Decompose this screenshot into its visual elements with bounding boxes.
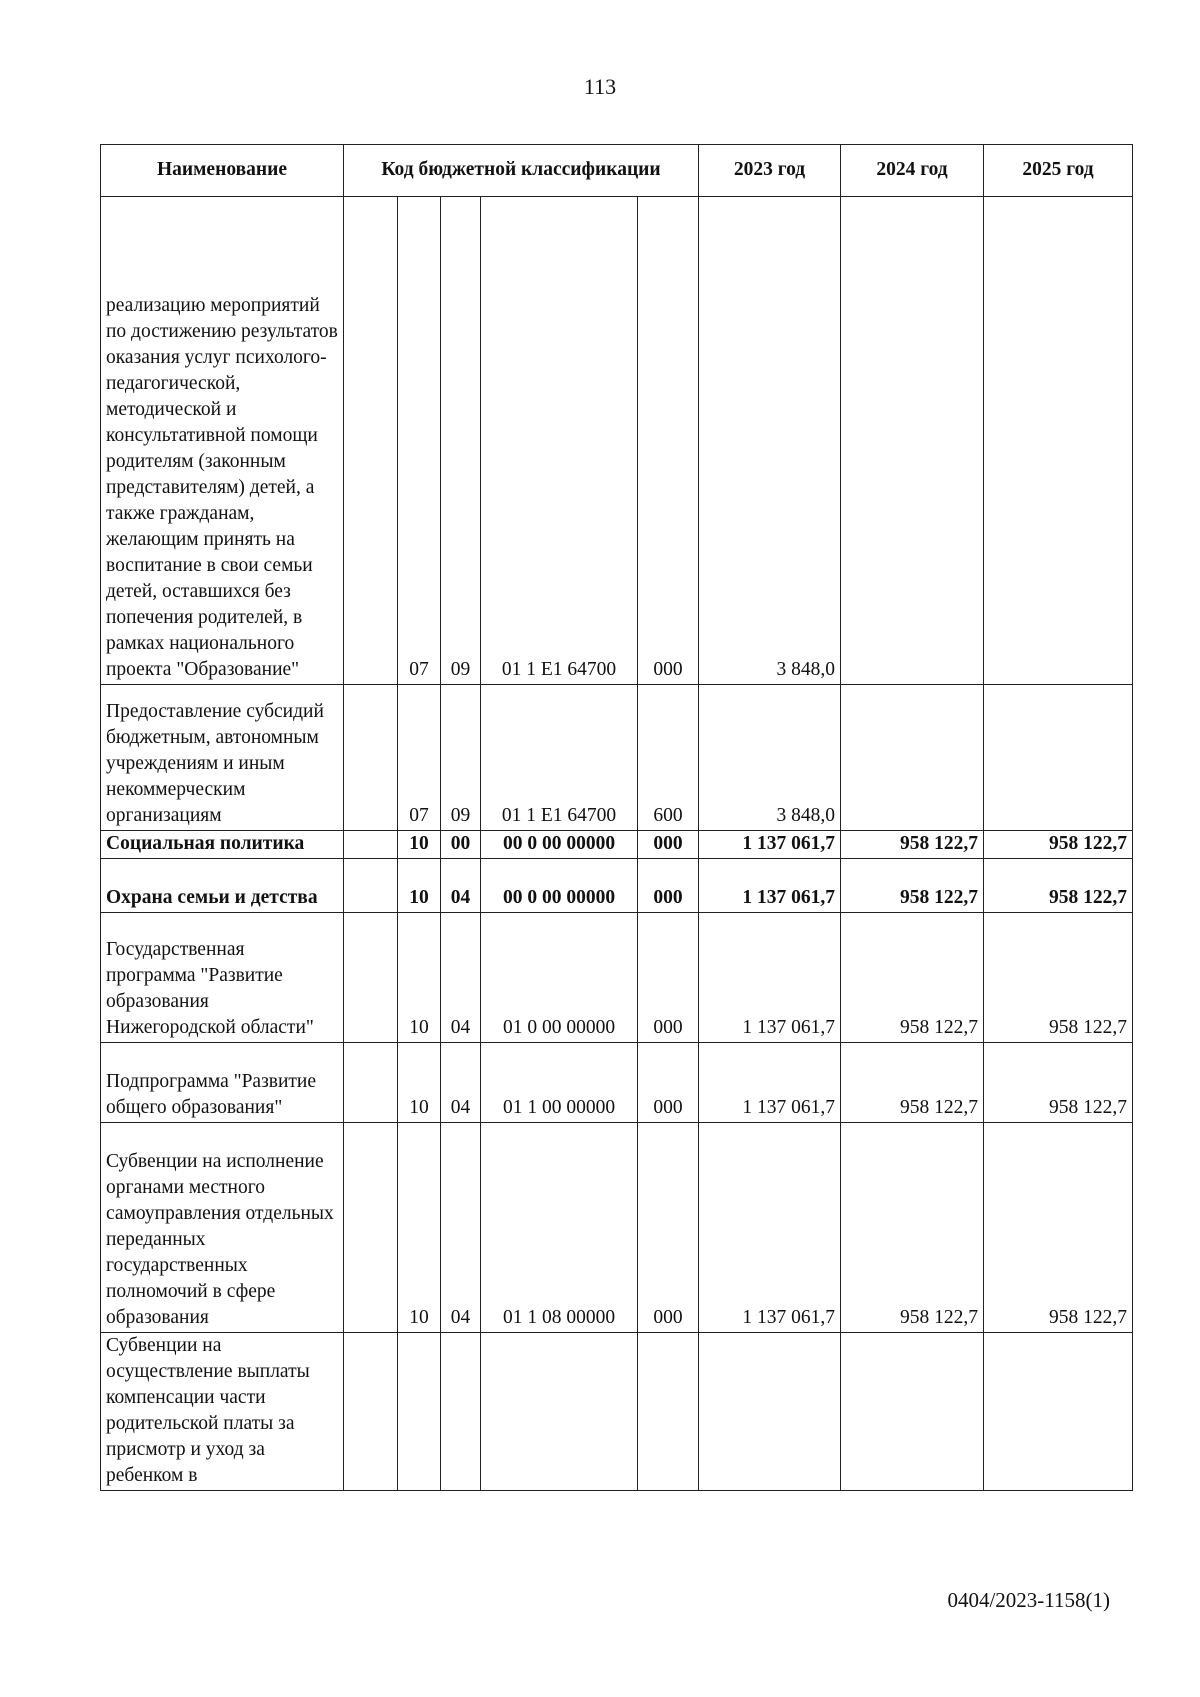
row-value-2024: 958 122,7: [841, 859, 984, 913]
row-code-subsection: [441, 1333, 481, 1491]
row-code-section: 10: [398, 913, 441, 1043]
row-value-2023: 1 137 061,7: [699, 859, 841, 913]
row-name: Предоставление субсидий бюджетным, автономным учреждениям и иным некоммерческим организациям: [101, 685, 344, 831]
row-code-type: 000: [638, 1123, 699, 1333]
row-value-2023: 1 137 061,7: [699, 1123, 841, 1333]
row-value-2023: 1 137 061,7: [699, 1043, 841, 1123]
row-code-target: 01 1 00 00000: [481, 1043, 638, 1123]
row-code-target: [481, 1333, 638, 1491]
row-value-2025: [984, 197, 1133, 685]
row-value-2023: [699, 1333, 841, 1491]
table-row: [101, 831, 1133, 859]
table-row: [101, 685, 1133, 831]
row-name: Субвенции на исполнение органами местного самоуправления отдельных переданных государственных полномочий в сфере образования: [101, 1123, 344, 1333]
row-code-subsection: 04: [441, 913, 481, 1043]
row-code-section: 10: [398, 859, 441, 913]
row-code-blank: [344, 859, 398, 913]
row-code-blank: [344, 197, 398, 685]
row-code-type: 000: [638, 831, 699, 859]
row-value-2024: [841, 1333, 984, 1491]
row-code-target: 00 0 00 00000: [481, 859, 638, 913]
row-name: Субвенции на осуществление выплаты компенсации части родительской платы за присмотр и уход за ребенком в: [101, 1333, 344, 1491]
row-code-type: 000: [638, 859, 699, 913]
row-name: реализацию мероприятий по достижению результатов оказания услуг психолого-педагогической, методической и консультативной помощи родителям (законным представителям) детей, а также гражданам, желающим принять на воспитание в свои семьи детей, оставшихся без попечения родителей, в рамках национального проекта "Образование": [101, 197, 344, 685]
row-code-section: 07: [398, 685, 441, 831]
row-code-section: 10: [398, 1123, 441, 1333]
row-code-blank: [344, 1043, 398, 1123]
row-value-2025: 958 122,7: [984, 831, 1133, 859]
row-code-subsection: 04: [441, 859, 481, 913]
header-code: Код бюджетной классификации: [344, 145, 699, 197]
row-code-section: [398, 1333, 441, 1491]
row-code-section: 10: [398, 831, 441, 859]
page-number: 113: [583, 74, 617, 99]
row-value-2023: 1 137 061,7: [699, 831, 841, 859]
row-value-2023: 3 848,0: [699, 197, 841, 685]
row-code-section: 10: [398, 1043, 441, 1123]
row-value-2025: 958 122,7: [984, 1043, 1133, 1123]
header-row: [101, 145, 1133, 197]
row-name: Социальная политика: [101, 831, 344, 859]
header-name: Наименование: [101, 145, 344, 197]
row-code-blank: [344, 1123, 398, 1333]
row-value-2025: 958 122,7: [984, 913, 1133, 1043]
table-row: [101, 197, 1133, 685]
row-value-2025: 958 122,7: [984, 1123, 1133, 1333]
row-code-section: 07: [398, 197, 441, 685]
header-2024: 2024 год: [841, 145, 984, 197]
row-code-subsection: 04: [441, 1043, 481, 1123]
table-row: [101, 859, 1133, 913]
row-name: Государственная программа "Развитие образования Нижегородской области": [101, 913, 344, 1043]
header-2023: 2023 год: [699, 145, 841, 197]
document-code: 0404/2023-1158(1): [947, 1588, 1110, 1612]
row-code-target: 01 1 E1 64700: [481, 197, 638, 685]
header-2025: 2025 год: [984, 145, 1133, 197]
table-row: [101, 1043, 1133, 1123]
row-code-target: 01 1 08 00000: [481, 1123, 638, 1333]
table-row: [101, 1333, 1133, 1491]
row-value-2023: 3 848,0: [699, 685, 841, 831]
row-code-target: 00 0 00 00000: [481, 831, 638, 859]
row-value-2025: [984, 1333, 1133, 1491]
row-value-2024: 958 122,7: [841, 1043, 984, 1123]
row-code-target: 01 1 E1 64700: [481, 685, 638, 831]
table-row: [101, 1123, 1133, 1333]
row-value-2025: 958 122,7: [984, 859, 1133, 913]
row-code-subsection: 00: [441, 831, 481, 859]
row-code-target: 01 0 00 00000: [481, 913, 638, 1043]
row-value-2024: 958 122,7: [841, 831, 984, 859]
row-name: Подпрограмма "Развитие общего образования": [101, 1043, 344, 1123]
row-value-2024: 958 122,7: [841, 1123, 984, 1333]
row-code-subsection: 04: [441, 1123, 481, 1333]
row-code-type: 000: [638, 197, 699, 685]
row-code-type: 600: [638, 685, 699, 831]
row-value-2024: 958 122,7: [841, 913, 984, 1043]
row-code-type: [638, 1333, 699, 1491]
row-value-2023: 1 137 061,7: [699, 913, 841, 1043]
row-code-subsection: 09: [441, 197, 481, 685]
row-code-blank: [344, 913, 398, 1043]
budget-table: [100, 144, 1133, 1491]
row-name: Охрана семьи и детства: [101, 859, 344, 913]
row-code-blank: [344, 685, 398, 831]
table-row: [101, 913, 1133, 1043]
row-code-blank: [344, 1333, 398, 1491]
row-code-blank: [344, 831, 398, 859]
row-value-2024: [841, 197, 984, 685]
row-code-type: 000: [638, 913, 699, 1043]
row-value-2024: [841, 685, 984, 831]
row-value-2025: [984, 685, 1133, 831]
row-code-type: 000: [638, 1043, 699, 1123]
row-code-subsection: 09: [441, 685, 481, 831]
